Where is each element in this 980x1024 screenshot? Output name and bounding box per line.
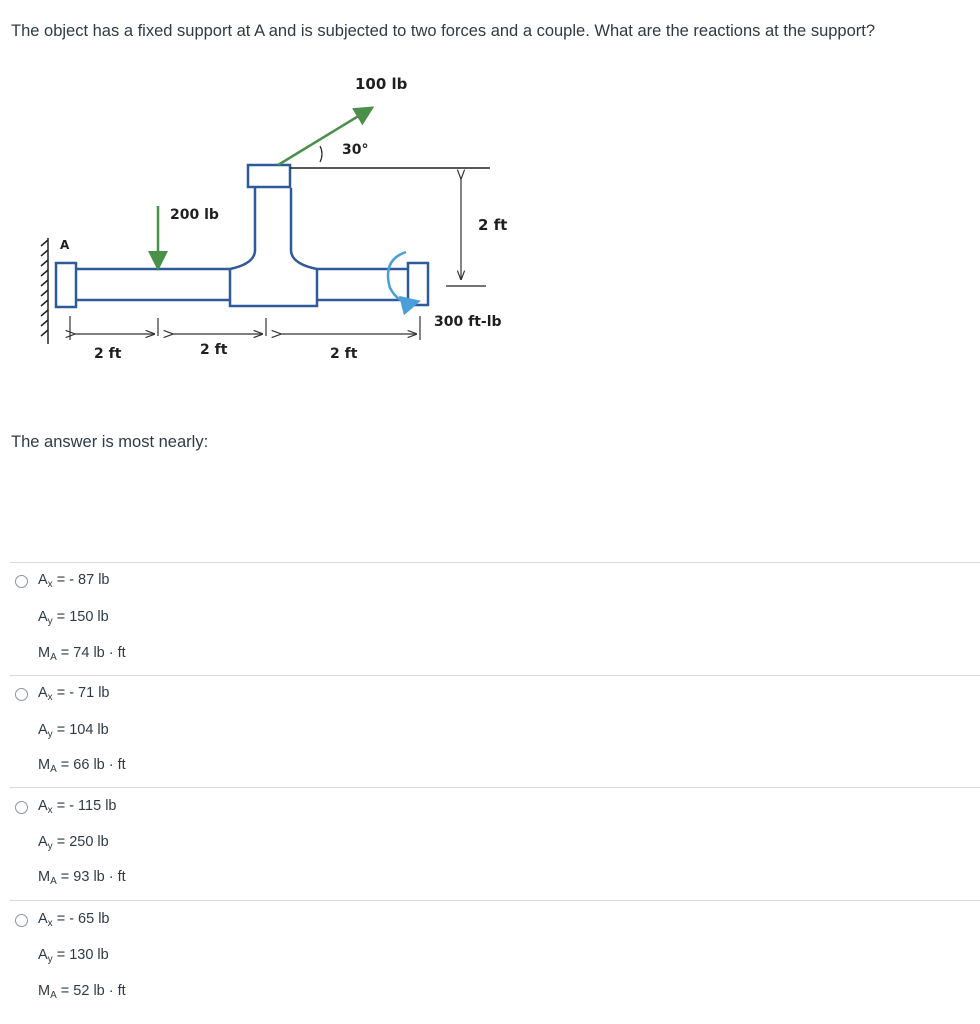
radio-button[interactable]	[15, 914, 28, 927]
diagram-svg	[30, 66, 550, 366]
dim-label-1: 2 ft	[94, 346, 122, 362]
divider	[10, 675, 980, 676]
option-ax: = - 87 lb	[56, 572, 110, 588]
radio-button[interactable]	[15, 688, 28, 701]
force-200-label: 200 lb	[170, 207, 219, 223]
option-ma: = 93 lb · ft	[60, 869, 126, 885]
option-ma: = 66 lb · ft	[60, 757, 126, 773]
divider	[10, 562, 980, 563]
couple-arrow	[388, 252, 416, 303]
free-body-diagram	[30, 66, 550, 366]
divider	[10, 787, 980, 788]
option-ay: = 130 lb	[56, 947, 109, 963]
option-ay: = 150 lb	[56, 609, 109, 625]
dim-label-2: 2 ft	[200, 342, 228, 358]
answer-prompt: The answer is most nearly:	[11, 433, 209, 451]
label-a: A	[60, 238, 70, 252]
force-100-label: 100 lb	[355, 75, 408, 93]
question-text: The object has a fixed support at A and is subjected to two forces and a couple. What are the reactions at the support?	[11, 22, 876, 40]
angle-arc	[320, 146, 322, 162]
dim-label-3: 2 ft	[330, 346, 358, 362]
angle-label: 30°	[342, 142, 369, 158]
option-ax: = - 65 lb	[56, 911, 110, 927]
divider	[10, 900, 980, 901]
option-ma: = 52 lb · ft	[60, 983, 126, 999]
radio-button[interactable]	[15, 575, 28, 588]
option-ay: = 104 lb	[56, 722, 109, 738]
option-ax: = - 115 lb	[56, 798, 117, 814]
couple-label: 300 ft-lb	[434, 314, 502, 330]
option-ay: = 250 lb	[56, 834, 109, 850]
fixed-support-wall	[41, 238, 48, 344]
option-ax: = - 71 lb	[56, 685, 110, 701]
height-dim-label: 2 ft	[478, 216, 508, 234]
radio-button[interactable]	[15, 801, 28, 814]
horizontal-dimensions	[70, 316, 420, 340]
pipe-frame	[56, 165, 428, 307]
option-ma: = 74 lb · ft	[60, 645, 126, 661]
